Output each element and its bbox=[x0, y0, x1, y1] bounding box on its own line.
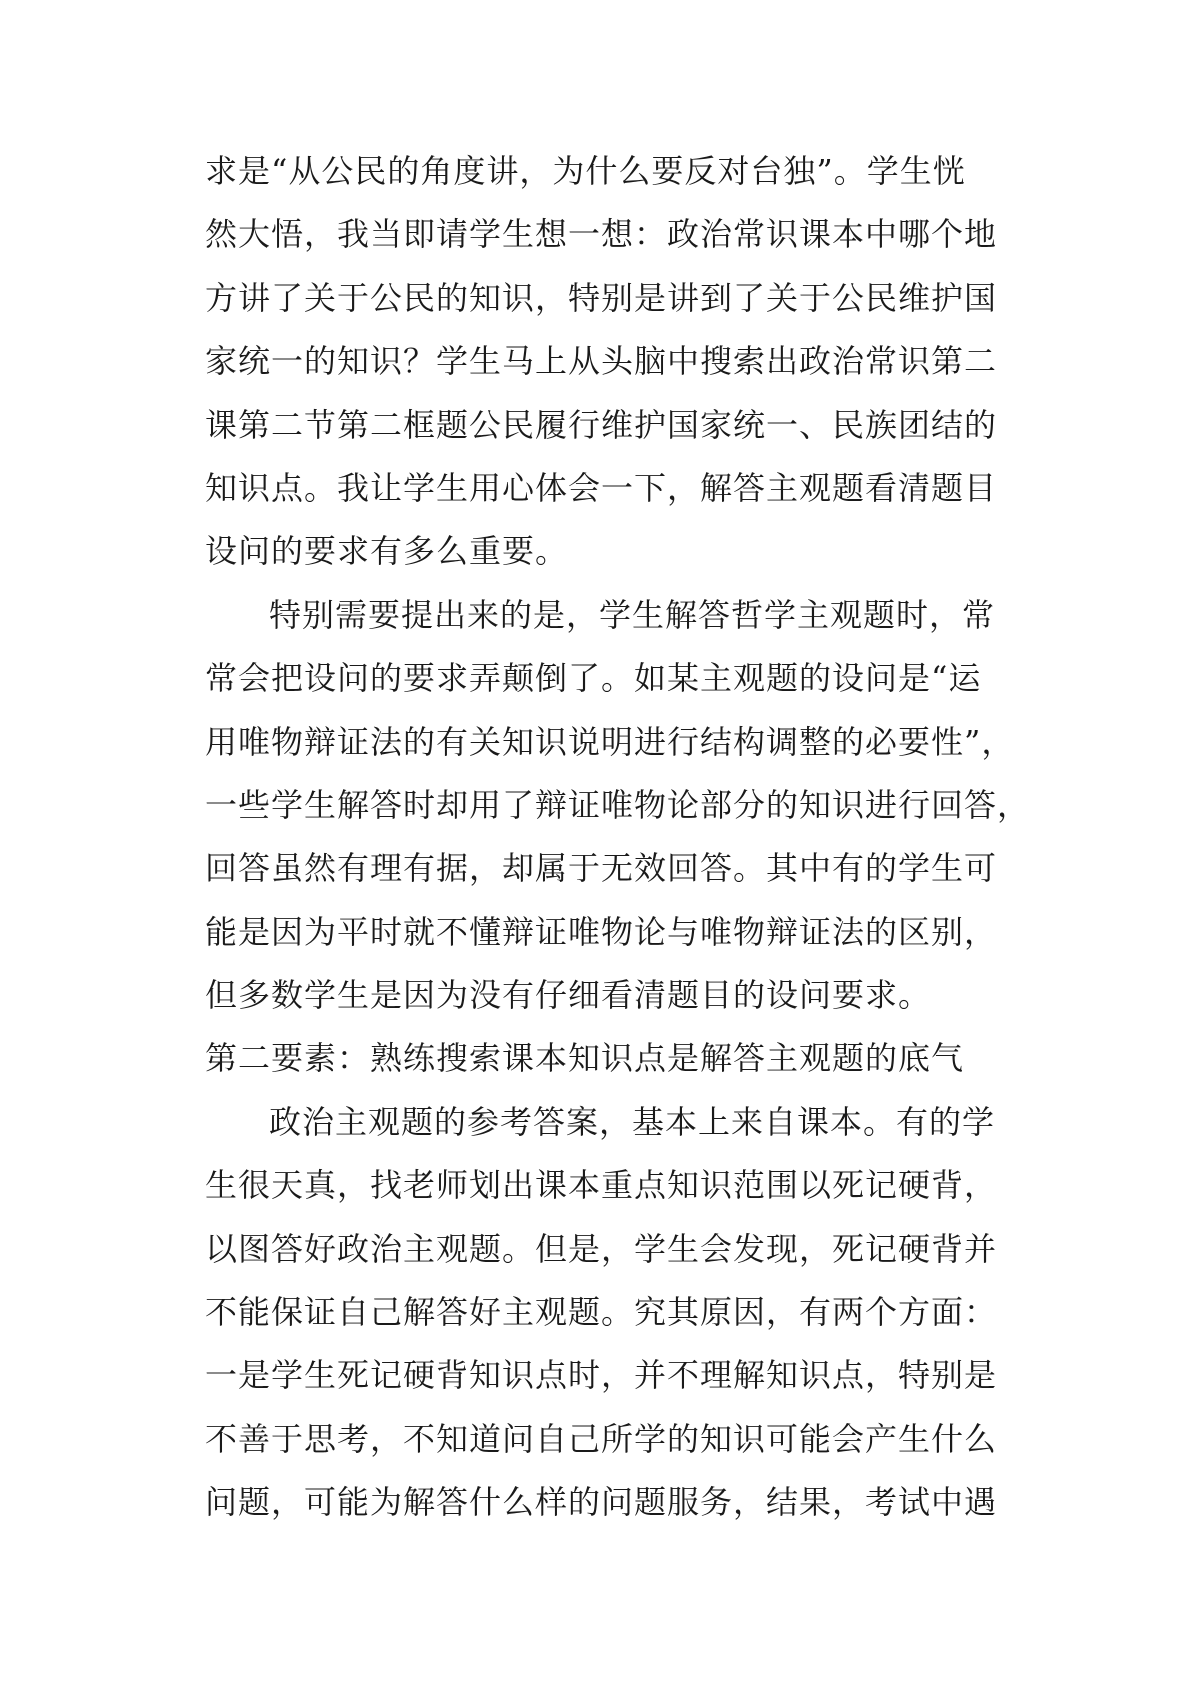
paragraph-line: 方讲了关于公民的知识，特别是讲到了关于公民维护国 bbox=[205, 278, 998, 317]
document-body bbox=[205, 140, 1031, 1535]
paragraph-line: 问题，可能为解答什么样的问题服务，结果，考试中遇 bbox=[205, 1483, 998, 1522]
paragraph-line: 一是学生死记硬背知识点时，并不理解知识点，特别是 bbox=[205, 1356, 998, 1395]
paragraph-line: 知识点。我让学生用心体会一下，解答主观题看清题目 bbox=[205, 468, 998, 507]
paragraph-line: 一些学生解答时却用了辩证唯物论部分的知识进行回答， bbox=[205, 785, 1031, 824]
paragraph-line: 课第二节第二框题公民履行维护国家统一、民族团结的 bbox=[205, 405, 998, 444]
paragraph-line: 政治主观题的参考答案，基本上来自课本。有的学 bbox=[269, 1102, 996, 1141]
paragraph-line: 求是“从公民的角度讲，为什么要反对台独”。学生恍 bbox=[205, 152, 966, 190]
paragraph-line: 能是因为平时就不懂辩证唯物论与唯物辩证法的区别， bbox=[205, 912, 998, 951]
paragraph-line: 家统一的知识？学生马上从头脑中搜索出政治常识第二 bbox=[205, 342, 998, 381]
paragraph-line: 回答虽然有理有据，却属于无效回答。其中有的学生可 bbox=[205, 849, 998, 888]
paragraph-line: 然大悟，我当即请学生想一想：政治常识课本中哪个地 bbox=[205, 215, 998, 254]
paragraph-line: 不善于思考，不知道问自己所学的知识可能会产生什么 bbox=[205, 1419, 998, 1458]
paragraph-line: 常会把设问的要求弄颠倒了。如某主观题的设问是“运 bbox=[205, 659, 982, 698]
paragraph-line: 设问的要求有多么重要。 bbox=[205, 532, 569, 571]
paragraph-line: 生很天真，找老师划出课本重点知识范围以死记硬背， bbox=[205, 1166, 998, 1205]
paragraph-line: 以图答好政治主观题。但是，学生会发现，死记硬背并 bbox=[205, 1229, 998, 1268]
section-heading: 第二要素：熟练搜索课本知识点是解答主观题的底气 bbox=[205, 1039, 965, 1078]
paragraph-line: 用唯物辩证法的有关知识说明进行结构调整的必要性”， bbox=[205, 722, 1015, 761]
paragraph-line: 特别需要提出来的是，学生解答哲学主观题时，常 bbox=[269, 595, 996, 634]
paragraph-line: 但多数学生是因为没有仔细看清题目的设问要求。 bbox=[205, 976, 932, 1015]
paragraph-line: 不能保证自己解答好主观题。究其原因，有两个方面： bbox=[205, 1293, 998, 1332]
